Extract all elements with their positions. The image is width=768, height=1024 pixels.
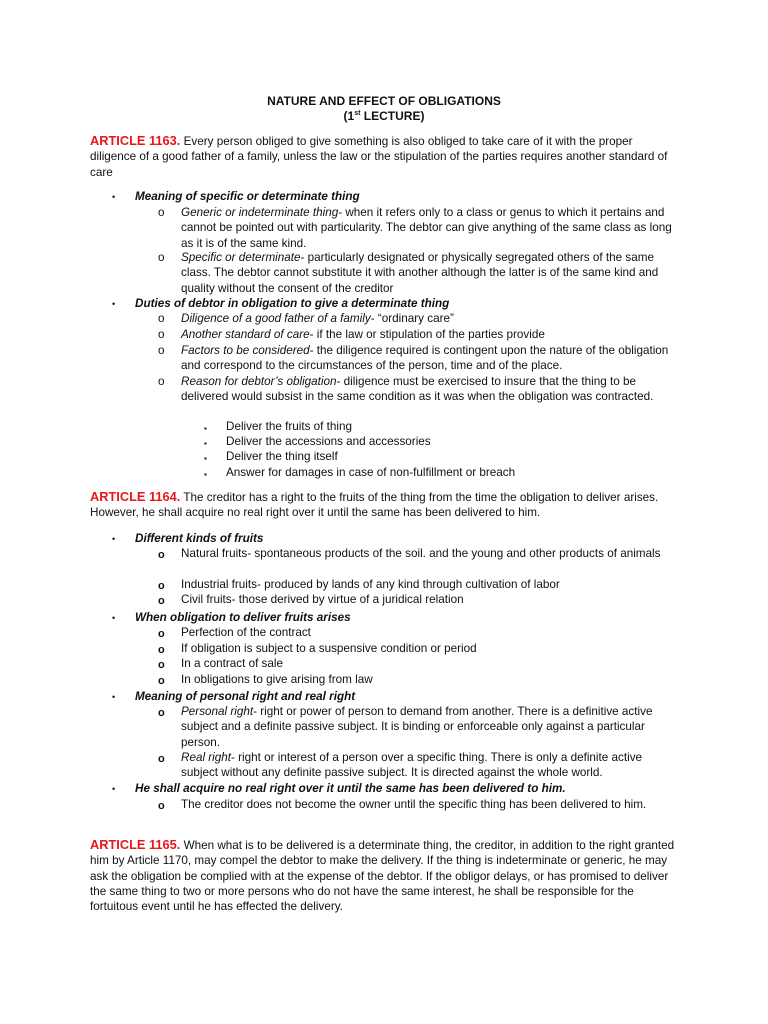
item-text: - diligence must be exercised to insure that the thing to be delivered would subsist in the same condition as it was when the obligation was contracted. — [181, 375, 654, 404]
item-term: Factors to be considered — [181, 344, 310, 357]
list-item — [181, 327, 545, 342]
bullet-icon: • — [112, 784, 116, 794]
article-1164-paragraph — [90, 489, 680, 521]
item-text: - particularly designated or physically segregated others of the same class. The debtor cannot substitute it with another although the latter is of the same kind and quality without the consent of the creditor — [181, 251, 659, 295]
item-text: - if the law or stipulation of the parties provide — [309, 328, 545, 341]
list-item — [181, 311, 454, 326]
list-item: Perfection of the contract — [181, 626, 311, 639]
circle-bullet-icon: o — [158, 675, 165, 687]
circle-bullet-icon: o — [158, 312, 165, 325]
circle-bullet-icon: o — [158, 549, 165, 561]
bullet-icon: • — [112, 534, 116, 544]
list-item: In obligations to give arising from law — [181, 673, 373, 686]
circle-bullet-icon: o — [158, 328, 165, 341]
sub-list-item: Answer for damages in case of non-fulfillment or breach — [226, 466, 516, 479]
circle-bullet-icon: o — [158, 375, 165, 388]
section-heading-fruits-arise: When obligation to deliver fruits arises — [135, 611, 351, 624]
article-1164-label: ARTICLE 1164. — [90, 489, 181, 504]
item-term: Diligence of a good father of a family — [181, 312, 371, 325]
sub-list-item: Deliver the fruits of thing — [226, 420, 353, 433]
list-item — [181, 205, 679, 251]
list-item: Civil fruits- those derived by virtue of a juridical relation — [181, 593, 464, 606]
section-heading-duties-of-debtor: Duties of debtor in obligation to give a determinate thing — [135, 297, 450, 310]
section-heading-personal-real-right: Meaning of personal right and real right — [135, 690, 356, 703]
list-item — [181, 704, 679, 750]
list-item: Natural fruits- spontaneous products of the soil. and the young and other products of animals — [181, 547, 661, 560]
item-term: Real right — [181, 751, 232, 764]
item-term: Generic or indeterminate thing — [181, 206, 339, 219]
article-1165-label: ARTICLE 1165. — [90, 837, 181, 852]
circle-bullet-icon: o — [158, 628, 165, 640]
item-text: - right or interest of a person over a specific thing. There is only a definite active subject without any definite passive subject. It is directed against the whole world. — [181, 751, 643, 780]
list-item: The creditor does not become the owner until the specific thing has been delivered to him. — [181, 798, 647, 811]
section-heading-no-real-right: He shall acquire no real right over it until the same has been delivered to him. — [135, 782, 566, 795]
item-text: - the diligence required is contingent upon the nature of the obligation and correspond to the circumstances of the person, time and of the place. — [181, 344, 669, 373]
sub-list-item: Deliver the accessions and accessories — [226, 435, 431, 448]
article-1165-text: When what is to be delivered is a determinate thing, the creditor, in addition to the right granted him by Article 1170, may compel the debtor to make the delivery. If the thing is indeterminate or generic, he may ask the obligation be complied with at the expense of the debtor. If the obligor delays, or has promised to deliver the same thing to two or more persons who do not have the same interest, he shall be responsible for the fortuitous event until he has effected the delivery. — [90, 839, 675, 914]
circle-bullet-icon: o — [158, 644, 165, 656]
article-1163-label: ARTICLE 1163. — [90, 133, 181, 148]
circle-bullet-icon: o — [158, 753, 165, 765]
circle-bullet-icon: o — [158, 659, 165, 671]
title-sup: st — [354, 110, 361, 117]
article-1164-text: The creditor has a right to the fruits of the thing from the time the obligation to deliver arises. However, he shall acquire no real right over it until the same has been delivered to him. — [90, 491, 659, 520]
square-bullet-icon: ▪ — [204, 470, 207, 479]
section-heading-specific-thing: Meaning of specific or determinate thing — [135, 190, 360, 203]
bullet-icon: • — [112, 692, 116, 702]
item-text: - right or power of person to demand from another. There is a definitive active subject and a definite passive subject. It is binding or enforceable only against a particular person. — [181, 705, 653, 749]
bullet-icon: • — [112, 299, 116, 309]
section-heading-kinds-of-fruits: Different kinds of fruits — [135, 532, 264, 545]
title-line-2 — [0, 109, 768, 124]
circle-bullet-icon: o — [158, 206, 165, 219]
article-1163-text: Every person obliged to give something is also obliged to take care of it with the proper diligence of a good father of a family, unless the law or the stipulation of the parties requires another standard of care — [90, 135, 668, 179]
circle-bullet-icon: o — [158, 344, 165, 357]
circle-bullet-icon: o — [158, 595, 165, 607]
list-item — [181, 750, 679, 781]
circle-bullet-icon: o — [158, 580, 165, 592]
list-item: Industrial fruits- produced by lands of any kind through cultivation of labor — [181, 578, 560, 591]
item-term: Personal right — [181, 705, 254, 718]
bullet-icon: • — [112, 613, 116, 623]
document-title — [0, 94, 768, 124]
list-item — [181, 343, 679, 374]
article-1163-paragraph — [90, 133, 680, 180]
list-item — [181, 250, 679, 296]
list-item: In a contract of sale — [181, 657, 283, 670]
square-bullet-icon: ▪ — [204, 424, 207, 433]
list-item — [181, 374, 679, 405]
item-text: - when it refers only to a class or genus to which it pertains and cannot be pointed out with particularity. The debtor can give anything of the same class as long as it is of the same kind. — [181, 206, 672, 250]
sub-list-item: Deliver the thing itself — [226, 450, 338, 463]
circle-bullet-icon: o — [158, 251, 165, 264]
square-bullet-icon: ▪ — [204, 454, 207, 463]
item-term: Reason for debtor’s obligation — [181, 375, 337, 388]
square-bullet-icon: ▪ — [204, 439, 207, 448]
article-1165-paragraph — [90, 837, 680, 914]
title-pre: (1 — [343, 109, 355, 123]
circle-bullet-icon: o — [158, 707, 165, 719]
list-item: If obligation is subject to a suspensive condition or period — [181, 642, 477, 655]
item-term: Specific or determinate — [181, 251, 301, 264]
circle-bullet-icon: o — [158, 800, 165, 812]
title-line-1: NATURE AND EFFECT OF OBLIGATIONS — [267, 94, 501, 108]
bullet-icon: • — [112, 192, 116, 202]
title-post: LECTURE) — [360, 109, 425, 123]
item-text: - “ordinary care” — [370, 312, 454, 325]
item-term: Another standard of care — [181, 328, 310, 341]
